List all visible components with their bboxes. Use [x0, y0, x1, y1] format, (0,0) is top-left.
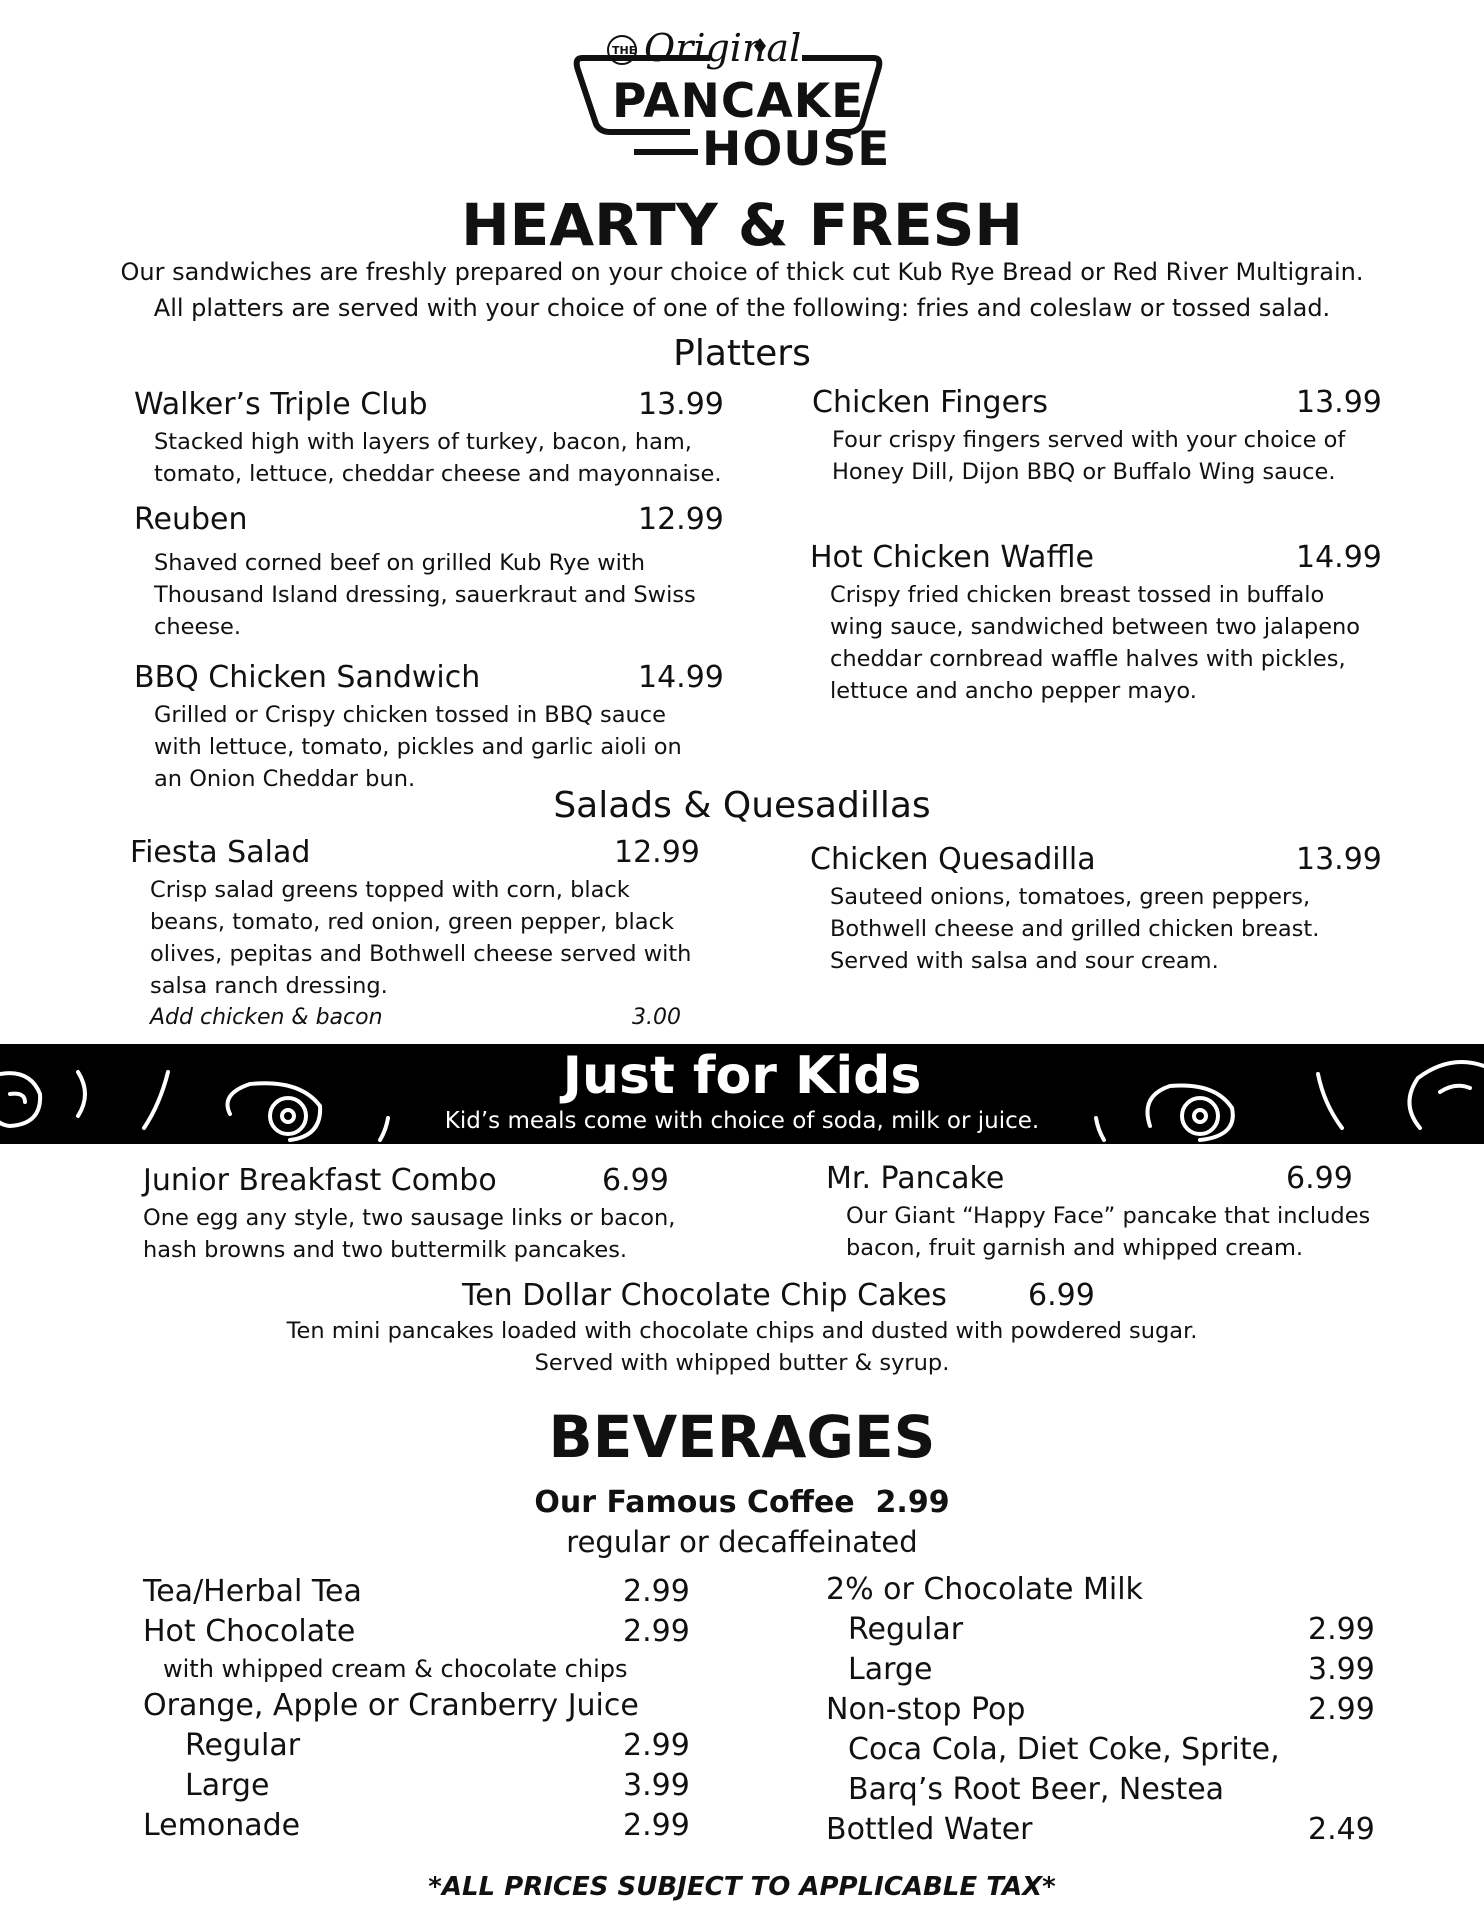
- logo-house: HOUSE: [702, 122, 891, 177]
- kids-subtitle: Kid’s meals come with choice of soda, milk or juice.: [444, 1108, 1040, 1134]
- bev-juice: [143, 1686, 703, 1726]
- bev-juice-regular: [143, 1726, 703, 1766]
- bev-price: 3.99: [623, 1768, 690, 1803]
- beverages-left-column: [143, 1572, 703, 1846]
- beverages-right-column: [826, 1570, 1375, 1850]
- item-price: 6.99: [1286, 1161, 1353, 1196]
- bev-price: 2.99: [623, 1574, 690, 1609]
- item-name: Junior Breakfast Combo: [143, 1163, 497, 1198]
- ten-desc-line-2: Served with whipped butter & syrup.: [534, 1350, 950, 1376]
- bev-hot-chocolate-note: with whipped cream & chocolate chips: [163, 1655, 628, 1683]
- item-name: Chicken Quesadilla: [810, 842, 1096, 877]
- item-description: Grilled or Crispy chicken tossed in BBQ sauce with lettuce, tomato, pickles and garlic aioli on an Onion Cheddar bun.: [154, 702, 682, 792]
- menu-item-ten-dollar-cakes: [462, 1279, 1102, 1313]
- menu-item-hot-chicken-waffle: [810, 540, 1382, 707]
- menu-item-mr-pancake: [826, 1162, 1446, 1264]
- bev-size: Regular: [185, 1728, 301, 1763]
- coffee-line: [0, 1485, 1484, 1520]
- bev-price: 2.99: [1308, 1612, 1375, 1647]
- item-price: 13.99: [1296, 385, 1382, 420]
- item-name: Mr. Pancake: [826, 1161, 1005, 1196]
- bev-pop-line-1: Coca Cola, Diet Coke, Sprite,: [848, 1732, 1280, 1767]
- bev-size: Regular: [848, 1612, 964, 1647]
- salads-heading: Salads & Quesadillas: [553, 785, 931, 826]
- addon-label: Add chicken & bacon: [150, 1005, 383, 1030]
- item-description: Shaved corned beef on grilled Kub Rye with Thousand Island dressing, sauerkraut and Swiss cheese.: [154, 550, 696, 640]
- item-name: Reuben: [134, 502, 248, 537]
- item-description: Our Giant “Happy Face” pancake that includes bacon, fruit garnish and whipped cream.: [846, 1203, 1371, 1261]
- item-price: 13.99: [638, 387, 724, 422]
- menu-item-junior-breakfast-combo: [143, 1164, 683, 1266]
- bev-name: Hot Chocolate: [143, 1614, 356, 1649]
- platters-heading: Platters: [673, 333, 811, 374]
- bev-pop-line-2: Barq’s Root Beer, Nestea: [848, 1772, 1225, 1807]
- item-description: Crispy fried chicken breast tossed in buffalo wing sauce, sandwiched between two jalapeno cheddar cornbread waffle halves with pickles, lettuce and ancho pepper mayo.: [830, 582, 1361, 704]
- pancake-house-logo: [572, 24, 912, 177]
- bev-price: 2.99: [623, 1614, 690, 1649]
- item-price: 6.99: [1028, 1278, 1095, 1313]
- item-description: Four crispy fingers served with your choice of Honey Dill, Dijon BBQ or Buffalo Wing sauce.: [832, 427, 1346, 485]
- item-name: Hot Chicken Waffle: [810, 540, 1094, 575]
- intro-text: [0, 254, 1484, 326]
- item-price: 6.99: [602, 1163, 669, 1198]
- coffee-subtitle: regular or decaffeinated: [566, 1525, 918, 1559]
- ten-dollar-cakes-description: [0, 1315, 1484, 1379]
- logo-the: THE: [612, 44, 637, 57]
- item-description: One egg any style, two sausage links or bacon, hash browns and two buttermilk pancakes.: [143, 1205, 676, 1263]
- item-price: 13.99: [1296, 842, 1382, 877]
- bev-juice-large: [143, 1766, 703, 1806]
- coffee-name: Our Famous Coffee: [534, 1485, 855, 1520]
- item-name: Walker’s Triple Club: [134, 387, 428, 422]
- ten-desc-line-1: Ten mini pancakes loaded with chocolate chips and dusted with powdered sugar.: [286, 1318, 1198, 1344]
- item-name: Fiesta Salad: [130, 835, 311, 870]
- bev-name: Non-stop Pop: [826, 1692, 1026, 1727]
- bev-price: 3.99: [1308, 1652, 1375, 1687]
- kids-banner: [0, 1044, 1484, 1144]
- page-title: HEARTY & FRESH: [461, 191, 1023, 259]
- beverages-title: BEVERAGES: [548, 1403, 936, 1471]
- item-description: Sauteed onions, tomatoes, green peppers, Bothwell cheese and grilled chicken breast. Served with salsa and sour cream.: [830, 884, 1320, 974]
- bev-water: [826, 1810, 1375, 1850]
- bev-milk: [826, 1570, 1366, 1610]
- bev-milk-regular: [826, 1610, 1375, 1650]
- bev-size: Large: [848, 1652, 933, 1687]
- coffee-price: 2.99: [875, 1485, 950, 1520]
- bev-price: 2.99: [1308, 1692, 1375, 1727]
- bev-hot-chocolate: [143, 1612, 703, 1652]
- bev-price: 2.99: [623, 1808, 690, 1843]
- intro-line-1: Our sandwiches are freshly prepared on your choice of thick cut Kub Rye Bread or Red River Multigrain.: [120, 258, 1364, 286]
- menu-item-chicken-quesadilla: [810, 842, 1382, 977]
- menu-item-walkers-triple-club: [134, 388, 744, 490]
- bev-price: 2.49: [1308, 1812, 1375, 1847]
- bev-price: 2.99: [623, 1728, 690, 1763]
- bev-name: Bottled Water: [826, 1812, 1033, 1847]
- item-price: 12.99: [638, 502, 724, 537]
- kids-title: Just for Kids: [562, 1046, 922, 1106]
- item-name: Chicken Fingers: [812, 385, 1048, 420]
- menu-item-chicken-fingers: [812, 385, 1382, 488]
- bev-name: Lemonade: [143, 1808, 301, 1843]
- menu-item-fiesta-salad: [130, 836, 720, 1034]
- bev-lemonade: [143, 1806, 703, 1846]
- addon-price: 3.00: [632, 1005, 681, 1030]
- bev-name: Orange, Apple or Cranberry Juice: [143, 1688, 639, 1723]
- item-price: 14.99: [1296, 540, 1382, 575]
- menu-item-bbq-chicken-sandwich: [134, 661, 744, 795]
- menu-item-reuben: [134, 503, 744, 643]
- item-name: BBQ Chicken Sandwich: [134, 660, 481, 695]
- logo-original: Original: [644, 26, 802, 70]
- intro-line-2: All platters are served with your choice of one of the following: fries and coleslaw or tossed salad.: [153, 294, 1331, 322]
- bev-size: Large: [185, 1768, 270, 1803]
- bev-name: 2% or Chocolate Milk: [826, 1572, 1143, 1607]
- addon-row: [150, 1002, 720, 1034]
- bev-milk-large: [826, 1650, 1375, 1690]
- item-description: Crisp salad greens topped with corn, black beans, tomato, red onion, green pepper, black olives, pepitas and Bothwell cheese served with salsa ranch dressing.: [150, 877, 692, 999]
- tax-notice: *ALL PRICES SUBJECT TO APPLICABLE TAX*: [428, 1872, 1056, 1902]
- item-name: Ten Dollar Chocolate Chip Cakes: [462, 1278, 947, 1313]
- item-description: Stacked high with layers of turkey, bacon, ham, tomato, lettuce, cheddar cheese and mayonnaise.: [154, 429, 722, 487]
- bev-name: Tea/Herbal Tea: [143, 1574, 362, 1609]
- logo-pancake: PANCAKE: [612, 74, 865, 129]
- item-price: 14.99: [638, 660, 724, 695]
- item-price: 12.99: [614, 835, 700, 870]
- bev-pop: [826, 1690, 1375, 1730]
- bev-tea: [143, 1572, 703, 1612]
